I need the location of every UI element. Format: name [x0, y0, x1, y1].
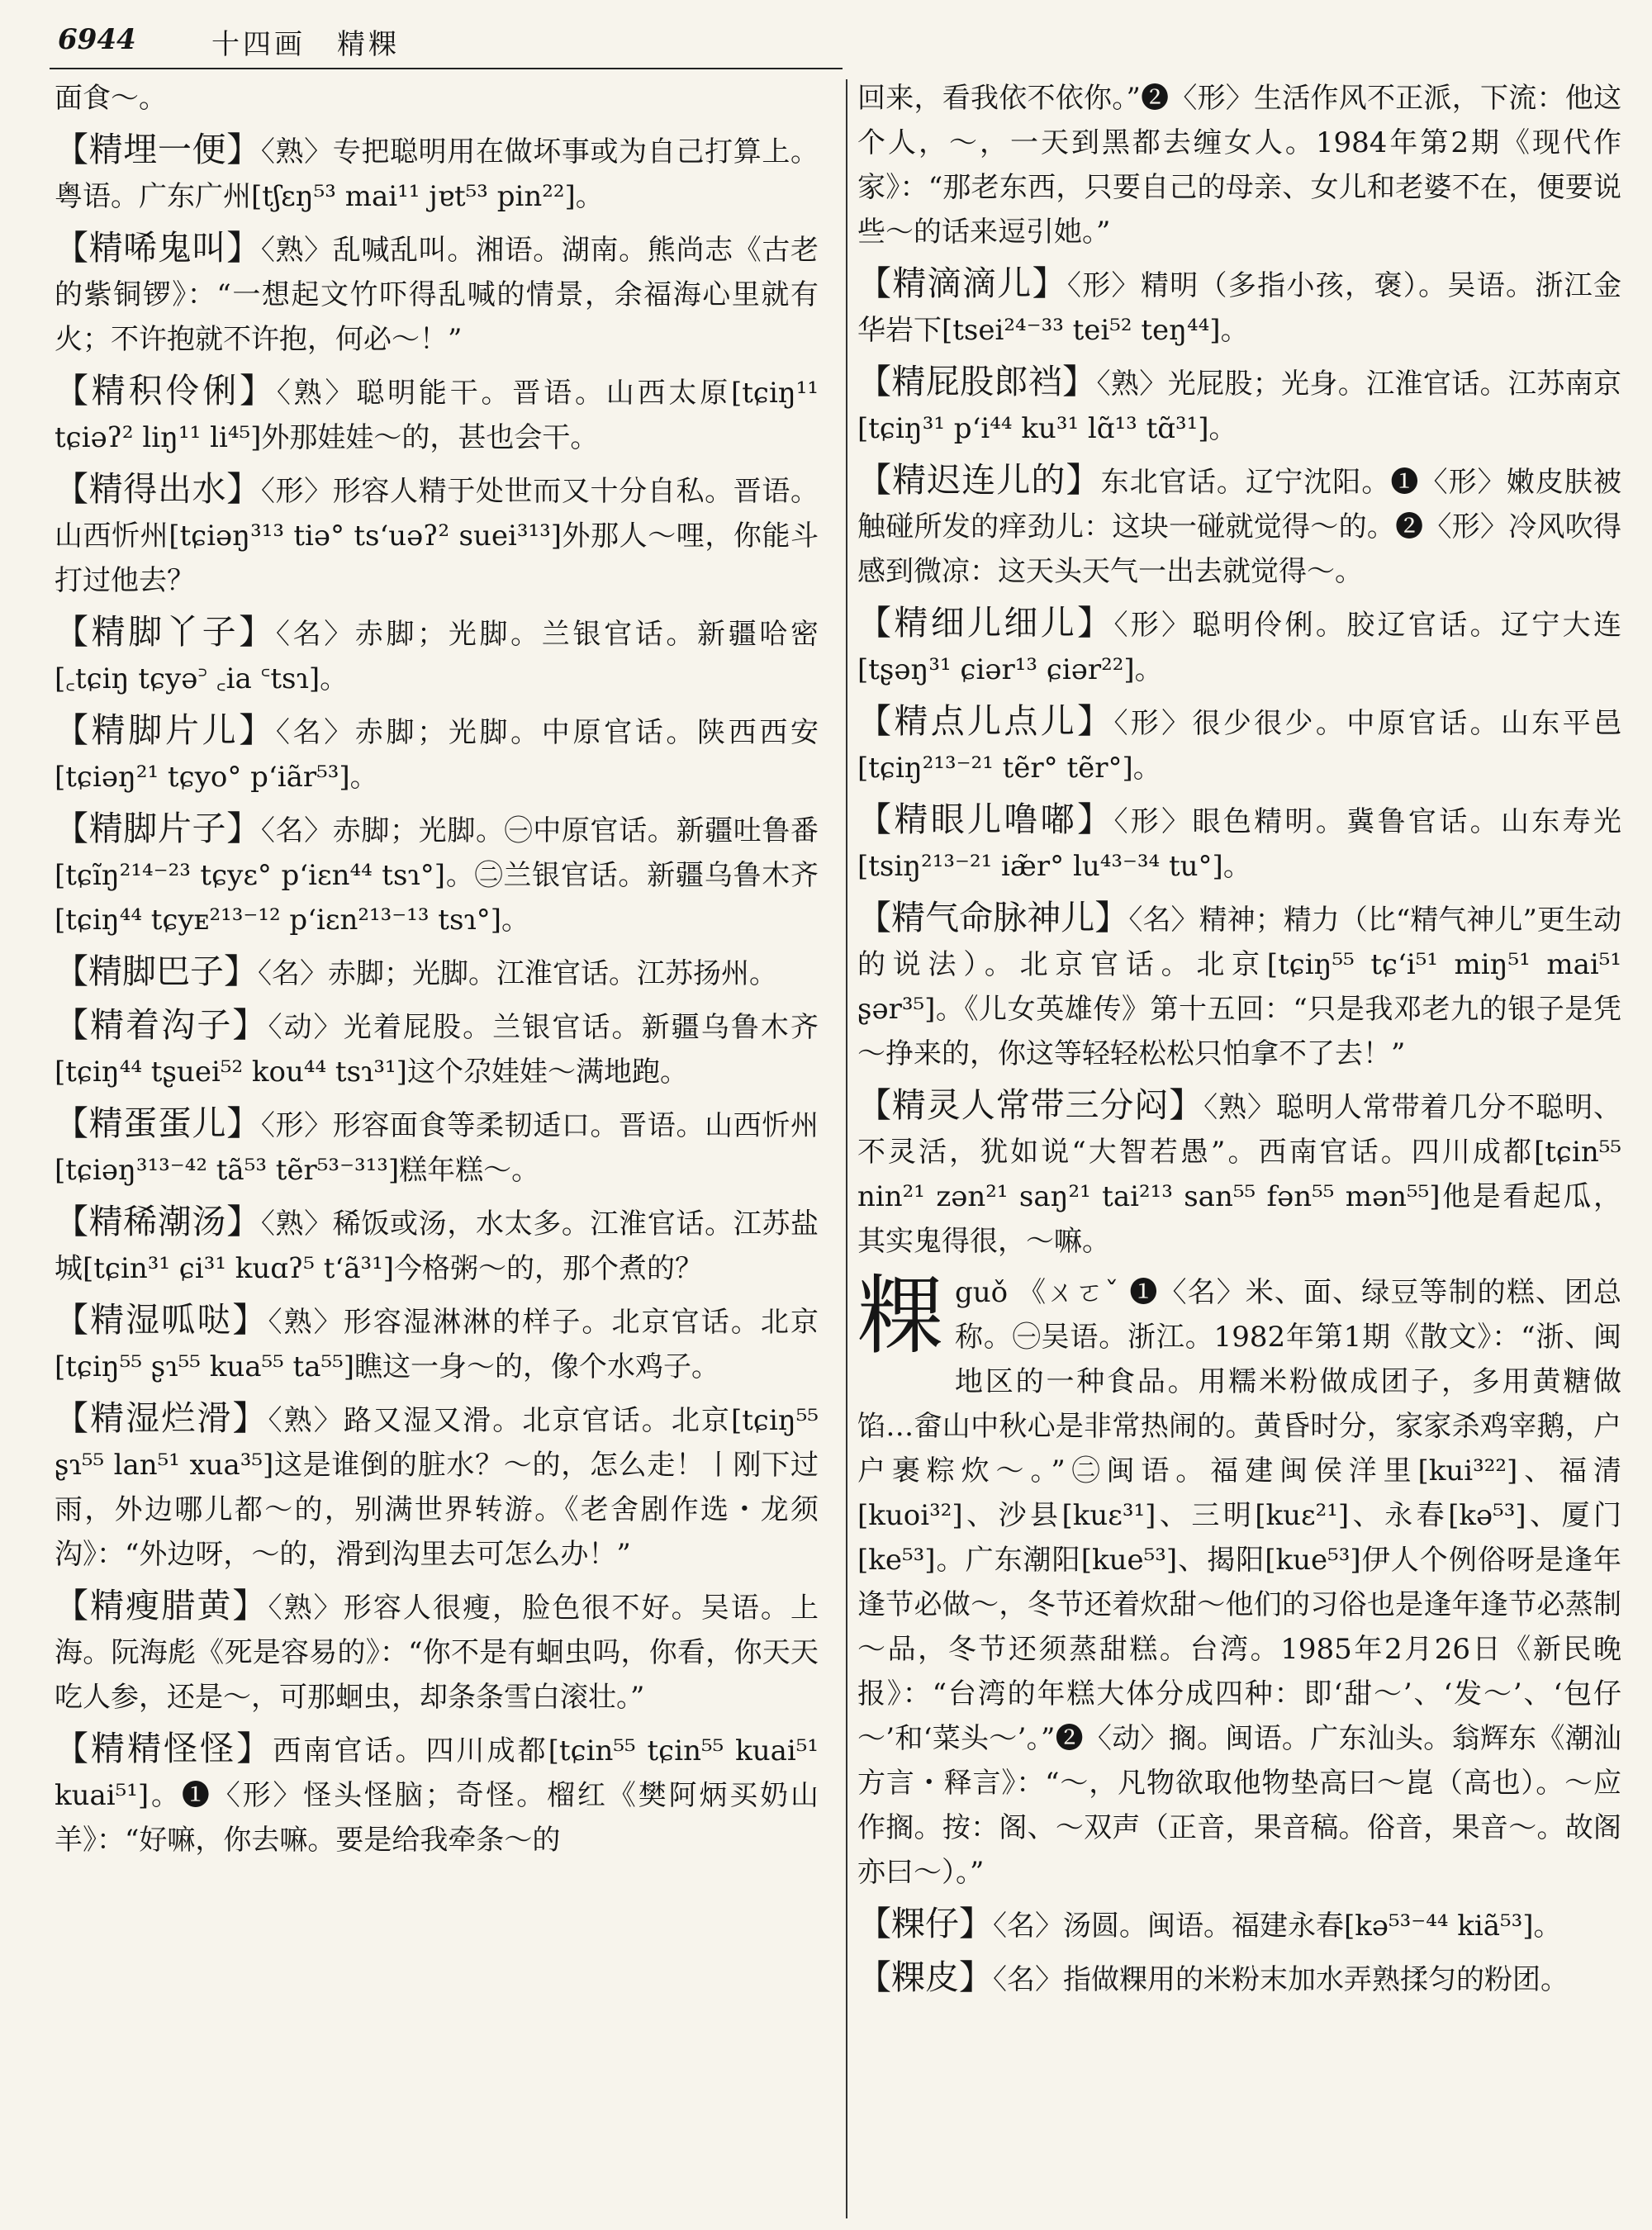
entry-headword: 【精迟连儿的】	[857, 460, 1101, 500]
entry-text: 回来，看我依不依你。”❷〈形〉生活作风不正派，下流：他这个人，～，一天到黑都去缠女人。1984年第2期《现代作家》：“那老东西，只要自己的母亲、女儿和老婆不在，便要说些～的话来逗引她。”	[857, 82, 1621, 249]
dictionary-entry	[857, 699, 1621, 790]
entry-text: 〈形〉形容人精于处世而又十分自私。晋语。山西忻州[tɕiəŋ³¹³ tiə° tsʻuəʔ² suei³¹³]外那人～哩，你能斗打过他去？	[55, 475, 819, 597]
page-header	[50, 18, 1619, 64]
entry-headword: 【精精怪怪】	[55, 1729, 273, 1768]
entry-text: 〈形〉眼色精明。冀鲁官话。山东寿光[tsiŋ²¹³⁻²¹ iæ̃r° lu⁴³⁻³⁴ tu°]。	[857, 805, 1622, 883]
dictionary-entry	[857, 1083, 1621, 1264]
entry-headword: 【精脚丫子】	[55, 612, 276, 652]
head-character: 粿	[857, 1270, 944, 1366]
entry-text: 〈名〉精神；精力（比“精气神儿”更生动的说法）。北京官话。北京[tɕiŋ⁵⁵ tɕʻi⁵¹ miŋ⁵¹ mai⁵¹ ʂər³⁵]。《儿女英雄传》第十五回：“只是我邓老九的银子是凭～挣来的，你这等轻轻松松只怕拿不了去！”	[857, 904, 1622, 1070]
entry-text: 面食～。	[55, 82, 167, 115]
dictionary-entry	[55, 949, 819, 996]
dictionary-entry	[857, 895, 1621, 1076]
dictionary-entry	[55, 467, 819, 603]
entry-headword: 【精屁股郎裆】	[857, 362, 1097, 401]
entry-headword: 【精脚巴子】	[55, 951, 258, 991]
entry-headword: 【精脚片儿】	[55, 710, 276, 750]
dictionary-entry	[55, 225, 819, 362]
entry-headword: 【精湿烂滑】	[55, 1398, 268, 1438]
entry-headword: 【粿仔】	[857, 1904, 993, 1943]
head-character-entry	[857, 1270, 1621, 1895]
entry-text: 〈名〉指做粿用的米粉末加水弄熟揉匀的粉团。	[993, 1963, 1569, 1996]
entry-text: 〈名〉汤圆。闽语。福建永春[kə⁵³⁻⁴⁴ kiã⁵³]。	[993, 1910, 1562, 1943]
dictionary-entry	[857, 76, 1621, 254]
dictionary-entry	[55, 708, 819, 799]
dictionary-entry	[55, 1003, 819, 1094]
running-head: 十四画 精粿	[211, 28, 400, 61]
head-pinyin: guǒ	[955, 1276, 1009, 1309]
header-rule	[50, 68, 843, 69]
entry-text: 〈熟〉乱喊乱叫。湘语。湖南。熊尚志《古老的紫铜锣》：“一想起文竹吓得乱喊的情景，余福海心里就有火；不许抱就不许抱，何必～！”	[55, 234, 819, 356]
dictionary-entry	[857, 261, 1621, 353]
entry-text: 〈熟〉形容人很瘦，脸色很不好。吴语。上海。阮海彪《死是容易的》：“你不是有蛔虫吗，你看，你天天吃人参，还是～，可那蛔虫，却条条雪白滚壮。”	[55, 1592, 819, 1714]
entry-text: 〈熟〉形容湿淋淋的样子。北京官话。北京[tɕiŋ⁵⁵ ʂɿ⁵⁵ kua⁵⁵ ta⁵⁵]瞧这一身～的，像个水鸡子。	[55, 1306, 819, 1383]
dictionary-entry	[55, 1396, 819, 1577]
entry-text: 〈形〉很少很少。中原官话。山东平邑[tɕiŋ²¹³⁻²¹ tẽr° tẽr°]。	[857, 707, 1622, 785]
head-zhuyin: 《ㄨㄛˇ	[1018, 1276, 1120, 1309]
entry-headword: 【精积伶俐】	[55, 371, 277, 410]
entry-text: 〈形〉形容面食等柔韧适口。晋语。山西忻州[tɕiəŋ³¹³⁻⁴² tã⁵³ tẽr⁵³⁻³¹³]糕年糕～。	[55, 1109, 819, 1187]
left-column	[55, 76, 819, 1869]
dictionary-entry	[55, 1583, 819, 1720]
page-number: 6944	[58, 23, 136, 56]
dictionary-entry	[55, 1101, 819, 1193]
entry-headword: 【精细儿细儿】	[857, 603, 1114, 643]
dictionary-entry	[55, 806, 819, 942]
entry-text: 〈名〉赤脚；光脚。㊀中原官话。新疆吐鲁番[tɕĩŋ²¹⁴⁻²³ tɕyɛ° pʻiɛn⁴⁴ tsɿ°]。㊁兰银官话。新疆乌鲁木齐[tɕiŋ⁴⁴ tɕyᴇ²¹³⁻¹² pʻiɛn²¹³⁻¹³ tsɿ°]。	[55, 814, 819, 937]
entry-text: 〈形〉聪明伶俐。胶辽官话。辽宁大连[tʂəŋ³¹ ɕiər¹³ ɕiər²²]。	[857, 609, 1622, 686]
entry-headword: 【精埋一便】	[55, 130, 261, 169]
entry-headword: 【精滴滴儿】	[857, 263, 1067, 303]
column-divider	[846, 79, 847, 2218]
entry-headword: 【精唏鬼叫】	[55, 228, 261, 268]
dictionary-entry	[55, 1199, 819, 1291]
entry-headword: 【粿皮】	[857, 1957, 993, 1997]
entry-text: ❶〈名〉米、面、绿豆等制的糕、团总称。㊀吴语。浙江。1982年第1期《散文》：“浙、闽地区的一种食品。用糯米粉做成团子，多用黄糖做馅…畲山中秋心是非常热闹的。黄昏时分，家家杀鸡宰鹅，户户裹粽炊～。”㊁闽语。福建闽侯洋里[kui³²²]、福清[kuoi³²]、沙县[kuɛ³¹]、三明[kuɛ²¹]、永春[kə⁵³]、厦门[ke⁵³]。广东潮阳[kue⁵³]、揭阳[kue⁵³]伊人个例俗呀是逢年逢节必做～，冬节还着炊甜～他们的习俗也是逢年逢节必蒸制～品，冬节还须蒸甜糕。台湾。1985年2月26日《新民晚报》：“台湾的年糕大体分成四种：即‘甜～’、‘发～’、‘包仔～’和‘菜头～’。”❷〈动〉搁。闽语。广东汕头。翁辉东《潮汕方言・释言》：“～，凡物欲取他物垫高曰～崑（高也）。～应作搁。按：阁、～双声（正音，果音稿。俗音，果音～。故阁亦曰～）。”	[857, 1276, 1621, 1889]
entry-text: 〈熟〉路又湿又滑。北京官话。北京[tɕiŋ⁵⁵ ʂɿ⁵⁵ lan⁵¹ xua³⁵]这是谁倒的脏水？～的，怎么走！丨刚下过雨，外边哪儿都～的，别满世界转游。《老舍剧作选・龙须沟》：“外边呀，～的，滑到沟里去可怎么办！”	[55, 1404, 819, 1571]
dictionary-entry	[857, 1955, 1621, 2002]
dictionary-entry	[857, 797, 1621, 889]
entry-headword: 【精瘦腊黄】	[55, 1586, 268, 1625]
entry-headword: 【精稀潮汤】	[55, 1202, 261, 1241]
entry-text: 〈名〉赤脚；光脚。江淮官话。江苏扬州。	[258, 957, 777, 990]
entry-text: 〈熟〉专把聪明用在做坏事或为自己打算上。粤语。广东广州[tʃɛŋ⁵³ mai¹¹ jɐt⁵³ pin²²]。	[55, 135, 819, 213]
entry-text: 〈名〉赤脚；光脚。兰银官话。新疆哈密[꜀tɕiŋ tɕyə꜄ ꜀ia ꜂tsɿ]。	[55, 618, 819, 695]
entry-text: 〈熟〉聪明能干。晋语。山西太原[tɕiŋ¹¹ tɕiəʔ² liŋ¹¹ li⁴⁵]外那娃娃～的，甚也会干。	[55, 377, 819, 454]
entry-headword: 【精点儿点儿】	[857, 701, 1114, 741]
dictionary-entry	[55, 610, 819, 701]
entry-text: 东北官话。辽宁沈阳。❶〈形〉嫩皮肤被触碰所发的痒劲儿：这块一碰就觉得～的。❷〈形〉冷风吹得感到微凉：这天头天气一出去就觉得～。	[857, 466, 1622, 588]
dictionary-entry	[55, 127, 819, 219]
entry-text: 西南官话。四川成都[tɕin⁵⁵ tɕin⁵⁵ kuai⁵¹ kuai⁵¹]。❶〈形〉怪头怪脑；奇怪。榴红《樊阿炳买奶山羊》：“好嘛，你去嘛。要是给我牵条～的	[55, 1734, 819, 1857]
entry-headword: 【精气命脉神儿】	[857, 898, 1129, 937]
dictionary-entry	[857, 1901, 1621, 1948]
right-column	[857, 76, 1621, 2009]
entry-text: 〈名〉赤脚；光脚。中原官话。陕西西安[tɕiəŋ²¹ tɕyo° pʻiãr⁵³]。	[55, 716, 819, 794]
dictionary-entry	[55, 368, 819, 460]
entry-headword: 【精着沟子】	[55, 1005, 268, 1045]
dictionary-entry	[857, 600, 1621, 692]
entry-headword: 【精脚片子】	[55, 809, 261, 848]
entry-text: 〈动〉光着屁股。兰银官话。新疆乌鲁木齐[tɕiŋ⁴⁴ tʂuei⁵² kou⁴⁴ tsɿ³¹]这个尕娃娃～满地跑。	[55, 1011, 819, 1089]
entry-text: 〈熟〉光屁股；光身。江淮官话。江苏南京[tɕiŋ³¹ pʻi⁴⁴ ku³¹ lɑ̃¹³ tɑ̃³¹]。	[857, 368, 1622, 445]
dictionary-entry	[55, 1726, 819, 1862]
entry-text: 〈熟〉聪明人常带着几分不聪明、不灵活，犹如说“大智若愚”。西南官话。四川成都[tɕin⁵⁵ nin²¹ zən²¹ saŋ²¹ tai²¹³ san⁵⁵ fən⁵⁵ mən⁵⁵]他是看起瓜，其实鬼得很，～嘛。	[857, 1091, 1622, 1258]
entry-headword: 【精眼儿噜嘟】	[857, 799, 1114, 839]
dictionary-entry	[857, 359, 1621, 451]
entry-text: 〈形〉精明（多指小孩，褒）。吴语。浙江金华岩下[tsei²⁴⁻³³ tei⁵² teŋ⁴⁴]。	[857, 269, 1622, 347]
dictionary-entry	[55, 76, 819, 121]
entry-text: 〈熟〉稀饭或汤，水太多。江淮官话。江苏盐城[tɕin³¹ ɕi³¹ kuɑʔ⁵ tʻã³¹]今格粥～的，那个煮的？	[55, 1208, 819, 1285]
entry-headword: 【精湿呱哒】	[55, 1300, 268, 1340]
entry-headword: 【精蛋蛋儿】	[55, 1103, 261, 1143]
entry-headword: 【精得出水】	[55, 469, 261, 509]
dictionary-entry	[55, 1298, 819, 1389]
entry-headword: 【精灵人常带三分闷】	[857, 1085, 1204, 1125]
dictionary-entry	[857, 458, 1621, 594]
